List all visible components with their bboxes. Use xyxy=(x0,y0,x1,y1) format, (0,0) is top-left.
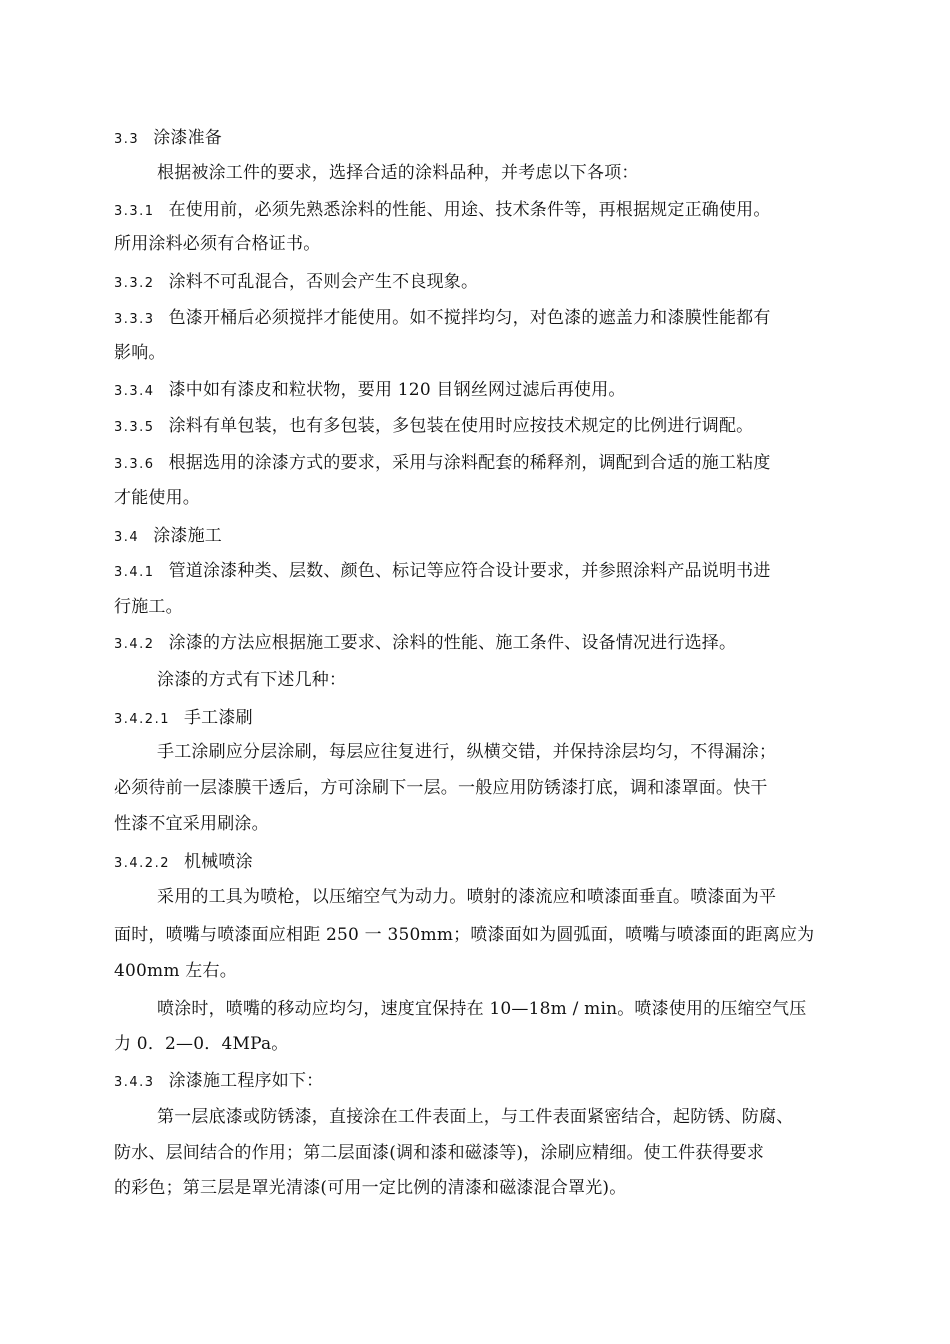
paragraph-text: 涂漆的方式有下述几种： xyxy=(157,670,347,690)
paragraph-line xyxy=(157,997,874,1021)
clause-text: 管道涂漆种类、层数、颜色、标记等应符合设计要求，并参照涂料产品说明书进 xyxy=(168,561,771,581)
clause-text: 根据选用的涂漆方式的要求，采用与涂料配套的稀释剂，调配到合适的施工粘度 xyxy=(168,453,771,473)
clause-number: 3.3.5 xyxy=(114,420,155,435)
clause-line xyxy=(114,451,874,477)
paragraph-text: 采用的工具为喷枪，以压缩空气为动力。喷射的漆流应和喷漆面垂直。喷漆面为平 xyxy=(157,887,777,907)
paragraph-line xyxy=(114,812,874,836)
clause-text: 涂漆的方法应根据施工要求、涂料的性能、施工条件、设备情况进行选择。 xyxy=(168,633,737,653)
paragraph-text: 所用涂料必须有合格证书。 xyxy=(114,234,321,254)
clause-line xyxy=(114,559,874,585)
clause-line xyxy=(114,270,874,296)
subclause-number: 3.4.2.2 xyxy=(114,856,170,871)
paragraph-text: 行施工。 xyxy=(114,597,183,617)
paragraph-line xyxy=(157,161,874,185)
clause-text: 色漆开桶后必须搅拌才能使用。如不搅拌均匀，对色漆的遮盖力和漆膜性能都有 xyxy=(168,308,771,328)
clause-number: 3.4.1 xyxy=(114,565,155,580)
section-number: 3.4 xyxy=(114,530,140,545)
paragraph-text: 必须待前一层漆膜干透后，方可涂刷下一层。一般应用防锈漆打底，调和漆罩面。快干 xyxy=(114,778,768,798)
clause-line xyxy=(114,198,874,224)
clause-text: 漆中如有漆皮和粒状物，要用 120 目钢丝网过滤后再使用。 xyxy=(168,380,626,400)
clause-line xyxy=(114,306,874,332)
clause-number: 3.4.2 xyxy=(114,637,155,652)
section-heading xyxy=(114,524,874,550)
paragraph-line xyxy=(114,595,874,619)
clause-number: 3.3.3 xyxy=(114,312,155,327)
section-heading xyxy=(114,126,874,152)
clause-line xyxy=(114,1069,874,1095)
paragraph-text: 第一层底漆或防锈漆，直接涂在工件表面上，与工件表面紧密结合，起防锈、防腐、 xyxy=(157,1107,794,1127)
paragraph-line xyxy=(114,959,874,983)
paragraph-text: 影响。 xyxy=(114,343,166,363)
clause-number: 3.3.1 xyxy=(114,204,155,219)
paragraph-text: 面时，喷嘴与喷漆面应相距 250 一 350mm；喷漆面如为圆弧面，喷嘴与喷漆面的距离应为 xyxy=(114,925,815,945)
paragraph-line xyxy=(114,1176,874,1200)
heading-text: 涂漆准备 xyxy=(153,128,222,148)
paragraph-line xyxy=(157,740,874,764)
paragraph-line xyxy=(114,1141,874,1165)
clause-text: 在使用前，必须先熟悉涂料的性能、用途、技术条件等，再根据规定正确使用。 xyxy=(168,200,771,220)
heading-text: 涂漆施工 xyxy=(153,526,222,546)
clause-line xyxy=(114,631,874,657)
paragraph-line xyxy=(157,1105,874,1129)
paragraph-text: 根据被涂工件的要求，选择合适的涂料品种，并考虑以下各项： xyxy=(157,163,639,183)
paragraph-line xyxy=(157,885,874,909)
paragraph-line xyxy=(114,341,874,365)
paragraph-line xyxy=(114,923,874,947)
paragraph-text: 手工涂刷应分层涂刷，每层应往复进行，纵横交错，并保持涂层均匀，不得漏涂； xyxy=(157,742,777,762)
paragraph-text: 防水、层间结合的作用；第二层面漆(调和漆和磁漆等)，涂刷应精细。使工件获得要求 xyxy=(114,1143,765,1163)
paragraph-line xyxy=(114,1032,874,1056)
paragraph-line xyxy=(114,232,874,256)
clause-line xyxy=(114,414,874,440)
subclause-line xyxy=(114,850,874,876)
paragraph-text: 400mm 左右。 xyxy=(114,961,237,981)
subclause-text: 手工漆刷 xyxy=(183,708,253,728)
subclause-number: 3.4.2.1 xyxy=(114,712,170,727)
paragraph-text: 喷涂时，喷嘴的移动应均匀，速度宜保持在 10—18m / min。喷漆使用的压缩空气压 xyxy=(157,999,807,1019)
subclause-line xyxy=(114,706,874,732)
clause-text: 涂料有单包装，也有多包装，多包装在使用时应按技术规定的比例进行调配。 xyxy=(168,416,754,436)
paragraph-line xyxy=(114,486,874,510)
clause-number: 3.3.4 xyxy=(114,384,155,399)
clause-number: 3.3.2 xyxy=(114,276,155,291)
section-number: 3.3 xyxy=(114,132,140,147)
paragraph-text: 才能使用。 xyxy=(114,488,200,508)
subclause-text: 机械喷涂 xyxy=(183,852,253,872)
clause-text: 涂料不可乱混合，否则会产生不良现象。 xyxy=(168,272,479,292)
clause-number: 3.3.6 xyxy=(114,457,155,472)
clause-line xyxy=(114,378,874,404)
clause-number: 3.4.3 xyxy=(114,1075,155,1090)
paragraph-line xyxy=(114,776,874,800)
paragraph-text: 性漆不宜采用刷涂。 xyxy=(114,814,269,834)
paragraph-line xyxy=(157,668,874,692)
clause-text: 涂漆施工程序如下： xyxy=(168,1071,324,1091)
paragraph-text: 的彩色；第三层是罩光清漆(可用一定比例的清漆和磁漆混合罩光)。 xyxy=(114,1178,627,1198)
paragraph-text: 力 0．2—0．4MPa。 xyxy=(114,1034,289,1054)
